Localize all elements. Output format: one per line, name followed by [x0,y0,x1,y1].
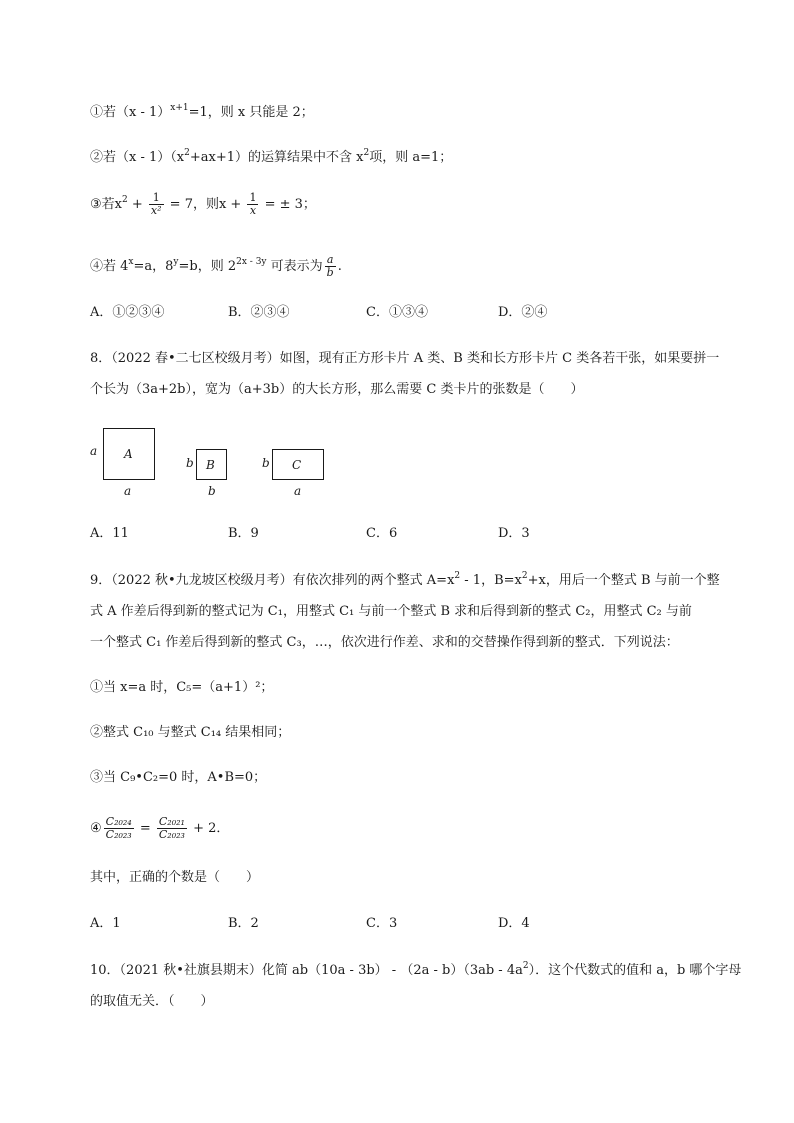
card-c-bottom-label: a [294,484,302,498]
card-b-bottom-label: b [208,484,216,498]
card-a-bottom-label: a [124,484,132,498]
q8-option-b[interactable]: B．9 [228,526,259,541]
q9-stem-line-2: 式 A 作差后得到新的整式记为 C₁，用整式 C₁ 与前一个整式 B 求和后得到新的整式 C₂，用整式 C₂ 与前 [90,604,692,619]
q9-statement-2: ②整式 C₁₀ 与整式 C₁₄ 结果相同； [90,725,291,740]
q8-stem-line-1: 8．（2022 春•二七区校级月考）如图，现有正方形卡片 A 类、B 类和长方形卡片 C 类各若干张，如果要拼一 [90,351,720,366]
card-a-label: A [124,447,133,461]
q10-stem-line-1: 10．（2021 秋•社旗县期末）化简 $ab(10a - 3b) - (2a - b)(3ab - 4a^2)$．这个代数式的值和 a，b 哪个字母 [90,961,742,978]
q7-statement-2: ②若$(x - 1)(x^2+ax+1)$的运算结果中不含 $x^2$项，则 a=1； [90,148,453,165]
q10-stem-line-2: 的取值无关．（ ） [90,994,214,1009]
q7-option-d[interactable]: D．②④ [498,305,548,320]
card-c-label: C [292,458,302,472]
q8-option-a[interactable]: A．11 [90,526,129,541]
fraction: $\frac{1}{\text{x²}}$ [150,191,162,217]
q7-statement-3: ③若$x^2$ + $\frac{1}{\text{x²}}$ = 7，则x + $\frac{1}{x}$ = ± 3； [90,191,316,217]
q7-statement-1: ①若（x - 1）$^{x+1}$=1，则 x 只能是 2； [90,103,314,120]
card-b-side-label: b [186,456,194,470]
q8-option-d[interactable]: D．3 [498,526,530,541]
q9-question: 其中，正确的个数是（ ） [90,870,260,885]
fraction: $\frac{a}{b}$ [326,253,334,279]
q8-stem-line-2: 个长为（3a+2b），宽为（a+3b）的大长方形，那么需要 C 类卡片的张数是（ ） [90,382,584,397]
fraction: $\frac{\text{C₂₀₂₄}}{\text{C₂₀₂₃}}$ [105,815,132,841]
q9-stem-line-3: 一个整式 C₁ 作差后得到新的整式 C₃，…，依次进行作差、求和的交替操作得到新的整式．下列说法： [90,635,679,650]
q7-option-c[interactable]: C．①③④ [366,305,428,320]
q7-option-a[interactable]: A．①②③④ [90,305,165,320]
card-a-side-label: a [90,444,98,458]
q9-option-a[interactable]: A．1 [90,916,121,931]
q9-statement-3: ③当 C₉•C₂=0 时，A•B=0； [90,770,267,785]
fraction: $\frac{\text{C₂₀₂₁}}{\text{C₂₀₂₃}}$ [158,815,185,841]
q9-statement-4: ④ $\frac{\text{C₂₀₂₄}}{\text{C₂₀₂₃}}$ = $\frac{\text{C₂₀₂₁}}{\text{C₂₀₂₃}}$ + 2． [90,815,230,841]
q9-option-b[interactable]: B．2 [228,916,259,931]
card-c-side-label: b [262,456,270,470]
q9-option-d[interactable]: D．4 [498,916,530,931]
q9-stem-line-1: 9．（2022 秋•九龙坡区校级月考）有依次排列的两个整式 $A=x^2 - 1$，$B=x^2+x$，用后一个整式 B 与前一个整 [90,571,720,588]
q7-statement-4: ④若 $4^x=a$，$8^y=b$，则 $2^{2x - 3y}$ 可表示为 $\frac{a}{b}$ . [90,253,342,279]
fraction: $\frac{1}{x}$ [249,191,257,217]
card-b-label: B [206,458,215,472]
card-c-rectangle [272,449,324,480]
card-b-square [196,449,227,480]
q9-option-c[interactable]: C．3 [366,916,398,931]
q7-option-b[interactable]: B．②③④ [228,305,290,320]
q9-statement-1: ①当 x=a 时，C₅=（a+1）²； [90,680,274,695]
q8-option-c[interactable]: C．6 [366,526,398,541]
card-a-square [103,428,155,480]
